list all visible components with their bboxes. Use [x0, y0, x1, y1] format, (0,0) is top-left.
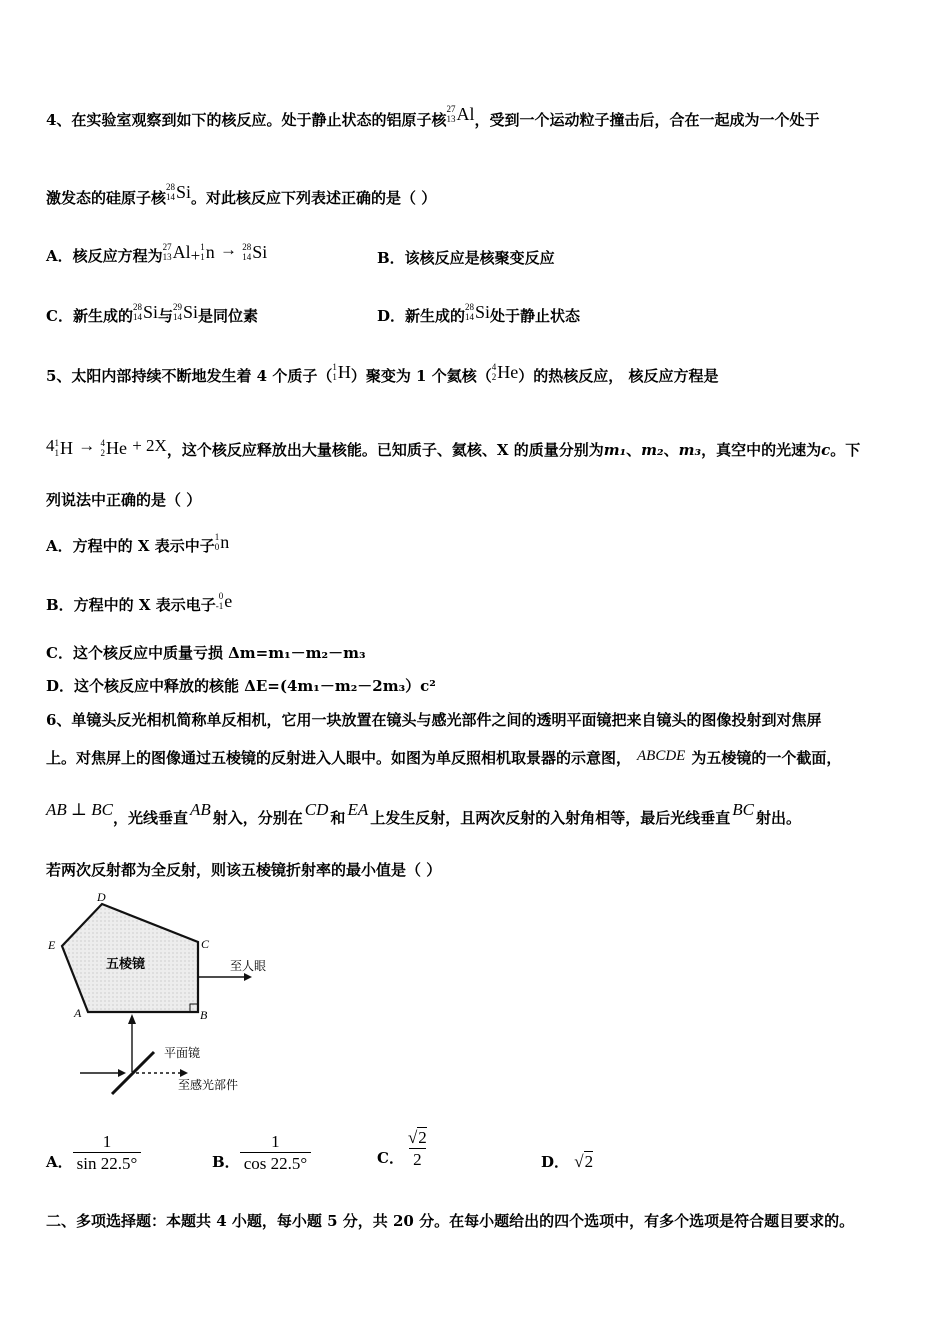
arrow-icon [180, 1069, 188, 1077]
q4-text: 4、在实验室观察到如下的核反应。处于静止状态的铝原子核 [46, 111, 447, 129]
prism-label: 五棱镜 [106, 957, 146, 972]
element-symbol: Si [475, 301, 491, 322]
mass-number: 28 [166, 181, 176, 192]
q4-option-d [377, 301, 581, 328]
q6-option-b [212, 1132, 311, 1174]
nuclide-si [465, 301, 490, 322]
q5-line3 [46, 490, 201, 510]
option-text: 是同位素 [198, 307, 259, 325]
atomic-number: 14 [465, 311, 475, 322]
option-label: C．新生成的 [46, 307, 133, 325]
numerator: √2 [407, 1128, 427, 1147]
atomic-number: 2 [491, 371, 497, 382]
mass-number: 27 [162, 241, 172, 252]
arrow-icon [244, 973, 252, 981]
plus-sign: + [190, 246, 201, 265]
mass-number: 1 [200, 241, 205, 252]
option-text: 处于静止状态 [490, 307, 581, 325]
nuclide-n [200, 241, 215, 262]
q4-option-c [46, 301, 259, 328]
denominator: cos 22.5° [240, 1152, 311, 1174]
side-bc: BC [732, 800, 754, 819]
option-text: A．方程中的 X 表示中子 [46, 537, 215, 555]
section-text: 二、多项选择题：本题共 4 小题，每小题 5 分，共 20 分。在每小题给出的四个选项中，有多个选项是符合题目要求的。 [46, 1212, 855, 1230]
element-symbol: He [105, 437, 127, 458]
mass-number: 27 [446, 103, 456, 114]
denominator: 2 [409, 1148, 426, 1170]
q6-option-c [377, 1128, 431, 1170]
q6-option-a [46, 1132, 141, 1174]
mass-number: 0 [218, 590, 224, 601]
q4-text: 激发态的硅原子核 [46, 189, 167, 207]
mass-number: 4 [100, 437, 105, 448]
atomic-number: 14 [166, 191, 176, 202]
q6-text: 6、单镜头反光相机简称单反相机，它用一块放置在镜头与感光部件之间的透明平面镜把来自镜头的图像投射到对焦屏 [46, 711, 822, 729]
pentaprism-figure [40, 892, 280, 1102]
q5-text: 列说法中正确的是（ ） [46, 491, 202, 509]
q6-text: ，光线垂直 [112, 809, 188, 827]
atomic-number: 2 [100, 447, 105, 458]
nuclide-al [163, 241, 191, 262]
nuclide-e [216, 590, 233, 611]
element-symbol: Si [182, 301, 198, 322]
option-label: C． [377, 1149, 404, 1167]
atomic-number: 14 [132, 311, 142, 322]
mass-number: 4 [491, 361, 497, 372]
vertex-label: E [48, 938, 56, 952]
nuclide-h [55, 437, 74, 458]
atomic-number: 1 [54, 447, 59, 458]
q4-line1 [46, 103, 820, 132]
q4-line2 [46, 181, 437, 210]
section-heading [46, 1211, 854, 1231]
sqrt-value: √2 [574, 1152, 594, 1171]
nuclide-n [215, 531, 230, 552]
light-speed: c [821, 441, 831, 459]
element-symbol: Al [456, 103, 475, 124]
element-symbol: n [220, 531, 230, 552]
option-label: A． [46, 1153, 73, 1171]
q5-text: ，这个核反应释放出大量核能。已知质子、氦核、X 的质量分别为 [166, 441, 604, 459]
side-ea: EA [347, 800, 369, 819]
q6-text: 为五棱镜的一个截面， [691, 749, 842, 767]
vertex-label: D [97, 892, 106, 904]
q5-text: 。下 [830, 441, 861, 459]
q6-text: 和 [330, 809, 346, 827]
equation-tail: + 2X [132, 436, 167, 455]
option-text: B．该核反应是核聚变反应 [377, 249, 555, 267]
q4-option-a [46, 240, 268, 268]
option-text: D．这个核反应中释放的核能 ΔE=(4m₁－m₂－2m₃）c² [46, 677, 436, 695]
element-symbol: H [337, 361, 351, 382]
radicand: 2 [418, 1128, 427, 1147]
atomic-number: 14 [242, 251, 252, 262]
mass-number: 28 [465, 301, 475, 312]
fraction [404, 1128, 431, 1170]
element-symbol: Si [252, 241, 268, 262]
atomic-number: 0 [214, 541, 220, 552]
nuclide-al [446, 103, 474, 124]
element-symbol: Si [176, 181, 192, 202]
perpendicular-condition: AB ⊥ BC [46, 800, 113, 819]
option-label: B． [212, 1153, 240, 1171]
denominator: sin 22.5° [73, 1152, 142, 1174]
q6-line2 [46, 748, 841, 769]
vertex-label: C [201, 937, 210, 951]
q4-text: ，受到一个运动粒子撞击后，合在一起成为一个处于 [474, 111, 820, 129]
fraction [240, 1132, 311, 1174]
nuclide-si29 [173, 301, 198, 322]
fraction [73, 1132, 142, 1174]
option-label: D． [541, 1153, 570, 1171]
q6-text: 射出。 [755, 809, 801, 827]
q5-line2: 4 1 1 H → 4 2 He + 2X，这个核反应释放出大量核能。已知质子、氦核、X 的质量分别为m₁、m₂、m₃，真空中的光速为c。下 [46, 436, 861, 459]
q4-text: 。对此核反应下列表述正确的是（ ） [191, 189, 437, 207]
arrow: → [78, 436, 96, 455]
q5-text: ，真空中的光速为 [701, 441, 822, 459]
coefficient: 4 [46, 436, 55, 455]
mass-m2: m₂ [641, 441, 664, 459]
mass-number: 1 [332, 361, 337, 372]
pentaprism-section: ABCDE [637, 748, 686, 764]
numerator: 1 [271, 1132, 280, 1151]
element-symbol: Si [142, 301, 158, 322]
arrow: → [219, 240, 237, 259]
mirror-label: 平面镜 [164, 1046, 201, 1060]
q5-text: ）聚变为 1 个氦核（ [350, 367, 492, 385]
mass-number: 28 [132, 301, 142, 312]
option-text: 与 [157, 307, 173, 325]
element-symbol: n [205, 241, 215, 262]
q5-option-b [46, 590, 233, 617]
q6-text: 若两次反射都为全反射，则该五棱镜折射率的最小值是（ ） [46, 861, 442, 879]
option-label: A．核反应方程为 [46, 247, 163, 265]
vertex-label: B [200, 1008, 208, 1022]
arrow-icon [118, 1069, 126, 1077]
q5-text: 5、太阳内部持续不断地发生着 4 个质子（ [46, 367, 333, 385]
nuclide-he [492, 361, 519, 382]
q6-text: 射入，分别在 [212, 809, 303, 827]
nuclide-si [133, 301, 158, 322]
atomic-number: 13 [162, 251, 172, 262]
mass-m3: m₃ [678, 441, 702, 459]
q6-text: 上。对焦屏上的图像通过五棱镜的反射进入人眼中。如图为单反照相机取景器的示意图， [46, 749, 632, 767]
atomic-number: 14 [172, 311, 182, 322]
q6-line3 [46, 800, 801, 828]
q5-option-d [46, 676, 436, 696]
to-eye-label: 至人眼 [230, 959, 267, 973]
q4-option-b [377, 248, 555, 268]
option-text: B．方程中的 X 表示电子 [46, 596, 216, 614]
mass-number: 28 [242, 241, 252, 252]
vertex-label: A [74, 1006, 82, 1020]
option-label: D．新生成的 [377, 307, 466, 325]
atomic-number: -1 [215, 600, 224, 611]
option-text: C．这个核反应中质量亏损 Δm=m₁－m₂－m₃ [46, 644, 366, 662]
mass-number: 29 [172, 301, 182, 312]
atomic-number: 13 [446, 113, 456, 124]
q5-option-a [46, 531, 230, 558]
element-symbol: e [224, 590, 233, 611]
q6-line1 [46, 710, 821, 730]
side-ab: AB [190, 800, 211, 819]
nuclide-he [100, 437, 127, 458]
mass-m1: m₁ [603, 441, 627, 459]
element-symbol: He [497, 361, 519, 382]
side-cd: CD [304, 800, 329, 819]
q6-option-d [541, 1152, 593, 1172]
arrow-icon [128, 1014, 136, 1024]
q6-text: 上发生反射，且两次反射的入射角相等，最后光线垂直 [370, 809, 731, 827]
to-sensor-label: 至感光部件 [178, 1078, 239, 1092]
q5-text: ）的热核反应， 核反应方程是 [518, 367, 719, 385]
numerator: 1 [102, 1132, 112, 1151]
element-symbol: H [60, 437, 73, 458]
radicand: 2 [584, 1152, 594, 1171]
atomic-number: 1 [200, 251, 205, 262]
q5-option-c [46, 643, 366, 663]
q6-line4 [46, 860, 441, 880]
q5-line1 [46, 361, 719, 388]
mass-number: 1 [214, 531, 220, 542]
nuclide-h [332, 361, 351, 382]
nuclide-si [242, 241, 267, 262]
nuclide-si [166, 181, 191, 202]
element-symbol: Al [172, 241, 191, 262]
atomic-number: 1 [332, 371, 337, 382]
mass-number: 1 [54, 437, 59, 448]
